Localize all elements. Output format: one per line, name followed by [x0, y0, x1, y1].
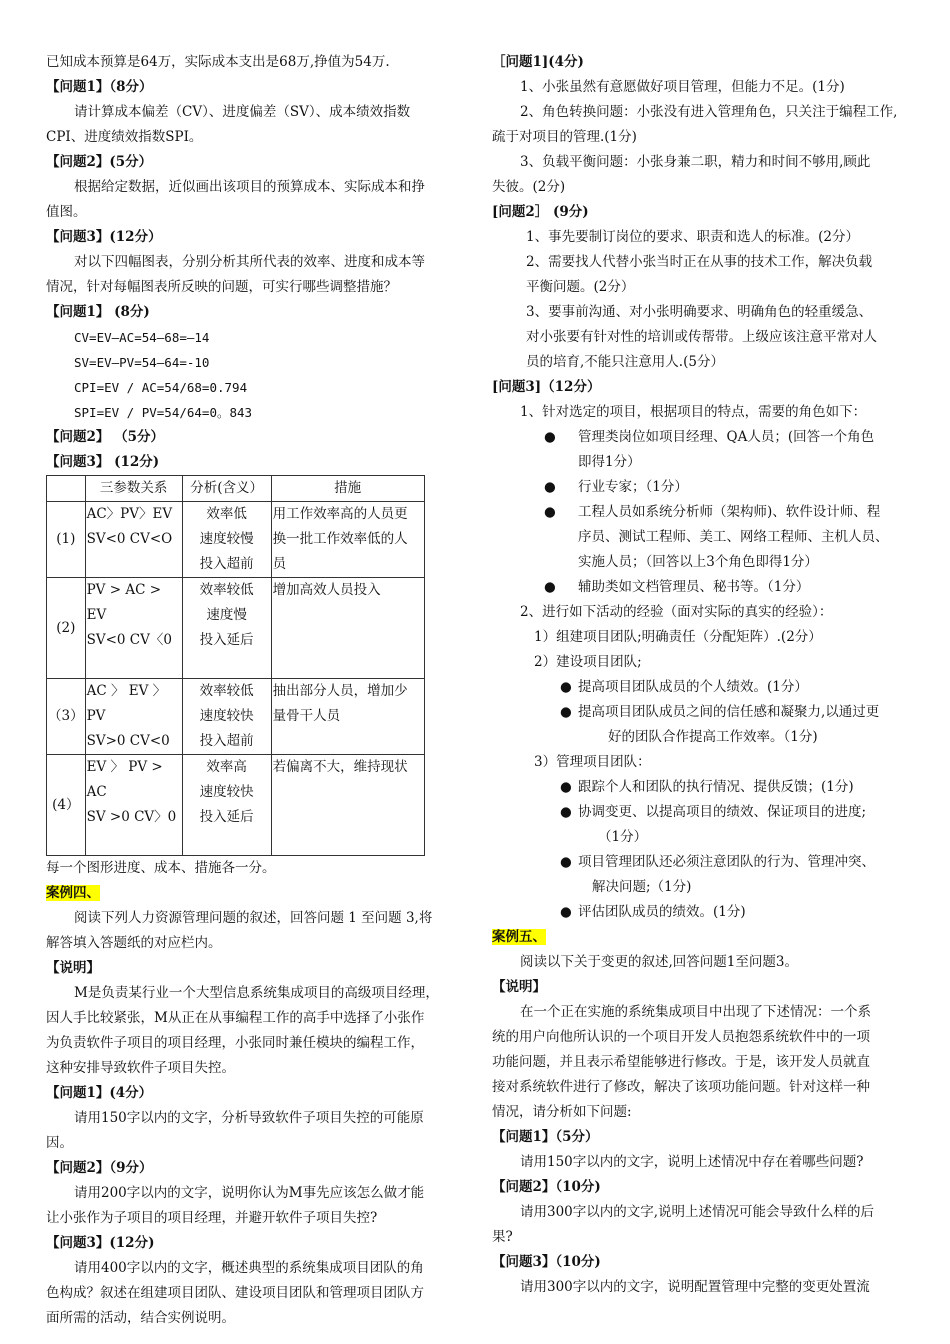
- activity-bullet-cont: 好的团队合作提高工作效率。（1分): [608, 729, 818, 745]
- answer-2-item: 1、事先要制订岗位的要求、职责和选人的标准。(2分）: [526, 229, 859, 245]
- case-4-question-3-text-cont: 色构成？叙述在组建项目团队、建设项目团队和管理项目团队方: [46, 1285, 424, 1301]
- answer-3-point: 2、进行如下活动的经验（面对实际的真实的经验）：: [520, 604, 833, 620]
- role-bullet-cont: 实施人员；（回答以上3个角色即得1分）: [578, 554, 818, 570]
- analysis-cell: 效率较低 速度较快 投入超前: [182, 679, 271, 755]
- case-4-question-3-title: 【问题3】(12分): [46, 1235, 155, 1251]
- answer-1-item: 1、小张虽然有意愿做好项目管理，但能力不足。(1分): [520, 79, 845, 95]
- right-column: [492, 50, 910, 1300]
- answer-1-title: ［问题1](4分): [492, 54, 584, 70]
- answer-3-point: 1、针对选定的项目，根据项目的特点，需要的角色如下：: [520, 404, 867, 420]
- description-text: 情况，请分析如下问题:: [492, 1104, 632, 1120]
- intro-text: 已知成本预算是64万，实际成本支出是68万,挣值为54万.: [46, 54, 390, 70]
- bullet-icon: ●: [560, 904, 572, 920]
- formula-cpi: CPI=EV / AC=54/68=0.794: [74, 380, 248, 395]
- answer-2-item: 2、需要找人代替小张当时正在从事的技术工作，解决负载: [526, 254, 873, 270]
- formula-sv: SV=EV—PV=54—64=-10: [74, 355, 210, 370]
- case-5-question-3-title: 【问题3】（10分): [492, 1254, 601, 1270]
- activity-step: 2）建设项目团队;: [534, 654, 642, 670]
- activity-bullet: ● 提高项目团队成员的个人绩效。(1分）: [492, 675, 910, 700]
- role-bullet-cont: 序员、测试工程师、美工、网络工程师、主机人员、: [578, 529, 889, 545]
- question-2-title: 【问题2】(5分）: [46, 154, 153, 170]
- description-text: 这种安排导致软件子项目失控。: [46, 1060, 235, 1076]
- answer-1-item-cont: 失彼。(2分): [492, 179, 566, 195]
- case-5-question-2-text: 请用300字以内的文字,说明上述情况可能会导致什么样的后: [520, 1204, 875, 1220]
- case-4-question-1-text: 请用150字以内的文字，分析导致软件子项目失控的可能原: [74, 1110, 424, 1126]
- question-2-text-cont: 值图。: [46, 204, 87, 220]
- activity-bullet: ● 评估团队成员的绩效。(1分): [492, 900, 910, 925]
- answer-1-item: 2、角色转换问题：小张没有进入管理角色，只关注于编程工作,: [520, 104, 898, 120]
- bullet-icon: ●: [560, 704, 572, 720]
- table-row: [47, 755, 425, 856]
- bullet-icon: ●: [544, 429, 556, 445]
- question-1-text-cont: CPI、进度绩效指数SPI。: [46, 129, 203, 145]
- answer-1-item: 3、负载平衡问题：小张身兼二职，精力和时间不够用,顾此: [520, 154, 871, 170]
- role-bullet: ● 工程人员如系统分析师（架构师)、软件设计师、程: [492, 500, 910, 525]
- case-5-title: 案例五、: [492, 929, 546, 945]
- answer-3-title: 【问题3】 (12分): [46, 454, 160, 470]
- measure-cell: 增加高效人员投入: [271, 578, 424, 679]
- bullet-icon: ●: [544, 479, 556, 495]
- case-5-question-2-title: 【问题2】（10分): [492, 1179, 601, 1195]
- table-note: 每一个图形进度、成本、措施各一分。: [46, 860, 276, 876]
- description-title: 【说明】: [46, 960, 100, 976]
- answer-2-title: [问题2］ (9分): [492, 204, 589, 220]
- table-header: 分析(含义）: [182, 476, 271, 502]
- question-2-text: 根据给定数据，近似画出该项目的预算成本、实际成本和挣: [74, 179, 425, 195]
- question-1-title: 【问题1】（8分）: [46, 79, 153, 95]
- description-text: 功能问题，并且表示希望能够进行修改。于是，该开发人员就直: [492, 1054, 870, 1070]
- activity-step: 1）组建项目团队;明确责任（分配矩阵）.(2分）: [534, 629, 822, 645]
- row-number: （3）: [47, 679, 86, 755]
- role-bullet: ● 管理类岗位如项目经理、QA人员；(回答一个角色: [492, 425, 910, 450]
- table-row: [47, 679, 425, 755]
- question-3-text-cont: 情况，针对每幅图表所反映的问题，可实行哪些调整措施？: [46, 279, 397, 295]
- case-5-question-1-text: 请用150字以内的文字，说明上述情况中存在着哪些问题?: [520, 1154, 864, 1170]
- case-5-question-2-text-cont: 果?: [492, 1229, 513, 1245]
- activity-bullet-cont: 解决问题;（1分): [592, 879, 692, 895]
- formula-spi: SPI=EV / PV=54/64=0。843: [74, 405, 253, 420]
- relation-cell: PV > AC > EV SV<0 CV〈0: [85, 578, 182, 679]
- relation-cell: EV 〉 PV > AC SV >0 CV〉0: [85, 755, 182, 856]
- bullet-icon: ●: [560, 679, 572, 695]
- analysis-cell: 效率较低 速度慢 投入延后: [182, 578, 271, 679]
- description-text: 接对系统软件进行了修改，解决了该项功能问题。针对这样一种: [492, 1079, 870, 1095]
- relation-cell: AC〉PV〉EV SV<0 CV<O: [85, 502, 182, 578]
- answer-2-item-cont: 对小张要有针对性的培训或传帮带。上级应该注意平常对人: [526, 329, 877, 345]
- case-4-question-2-text-cont: 让小张作为子项目的项目经理，并避开软件子项目失控?: [46, 1210, 378, 1226]
- case-4-question-3-text: 请用400字以内的文字，概述典型的系统集成项目团队的角: [74, 1260, 424, 1276]
- case-4-question-1-title: 【问题1】(4分）: [46, 1085, 153, 1101]
- activity-step: 3）管理项目团队：: [534, 754, 651, 770]
- activity-bullet-cont: （1分）: [598, 829, 648, 845]
- bullet-icon: ●: [560, 854, 572, 870]
- activity-bullet: ● 项目管理团队还必须注意团队的行为、管理冲突、: [492, 850, 910, 875]
- measure-cell: 抽出部分人员，增加少 量骨干人员: [271, 679, 424, 755]
- case-4-question-2-text: 请用200字以内的文字，说明你认为M事先应该怎么做才能: [74, 1185, 425, 1201]
- case-4-instruction-cont: 解答填入答题纸的对应栏内。: [46, 935, 222, 951]
- row-number: (4）: [47, 755, 86, 856]
- activity-bullet: ● 协调变更、以提高项目的绩效、保证项目的进度;: [492, 800, 910, 825]
- bullet-icon: ●: [560, 804, 572, 820]
- answer-1-item-cont: 疏于对项目的管理.(1分): [492, 129, 637, 145]
- table-row: [47, 502, 425, 578]
- case-4-question-1-text-cont: 因。: [46, 1135, 73, 1151]
- case-4-instruction: 阅读下列人力资源管理问题的叙述，回答问题 1 至问题 3,将: [74, 910, 433, 926]
- left-column: [46, 50, 464, 1331]
- relation-cell: AC 〉 EV 〉 PV SV>0 CV<0: [85, 679, 182, 755]
- table-header: 三参数关系: [85, 476, 182, 502]
- question-1-text: 请计算成本偏差（CV）、进度偏差（SV）、成本绩效指数: [74, 104, 411, 120]
- row-number: (1): [47, 502, 86, 578]
- description-text: 为负责软件子项目的项目经理，小张同时兼任模块的编程工作，: [46, 1035, 424, 1051]
- table-row: [47, 578, 425, 679]
- case-4-question-2-title: 【问题2】（9分）: [46, 1160, 153, 1176]
- case-4-question-3-text-cont: 面所需的活动，结合实例说明。: [46, 1310, 235, 1326]
- answer-3-title: [问题3]（12分）: [492, 379, 601, 395]
- bullet-icon: ●: [560, 779, 572, 795]
- description-text: 因人手比较紧张，M从正在从事编程工作的高手中选择了小张作: [46, 1010, 425, 1026]
- description-text: M是负责某行业一个大型信息系统集成项目的高级项目经理，: [74, 985, 439, 1001]
- answer-1-title: 【问题1】 (8分): [46, 304, 150, 320]
- description-text: 统的用户向他所认识的一个项目开发人员抱怨系统软件中的一项: [492, 1029, 870, 1045]
- answer-2-item: 3、要事前沟通、对小张明确要求、明确角色的轻重缓急、: [526, 304, 873, 320]
- answer-2-item-cont: 员的培育,不能只注意用人.(5分）: [526, 354, 724, 370]
- description-title: 【说明】: [492, 979, 546, 995]
- case-5-instruction: 阅读以下关于变更的叙述,回答问题1至问题3。: [520, 954, 798, 970]
- description-text: 在一个正在实施的系统集成项目中出现了下述情况：一个系: [520, 1004, 871, 1020]
- question-3-text: 对以下四幅图表，分别分析其所代表的效率、进度和成本等: [74, 254, 425, 270]
- role-bullet: ● 辅助类如文档管理员、秘书等。（1分）: [492, 575, 910, 600]
- case-5-question-3-text: 请用300字以内的文字，说明配置管理中完整的变更处置流: [520, 1279, 870, 1295]
- formula-cv: CV=EV—AC=54—68=—14: [74, 330, 210, 345]
- case-4-title: 案例四、: [46, 885, 100, 901]
- table-header: 措施: [271, 476, 424, 502]
- analysis-cell: 效率高 速度较快 投入延后: [182, 755, 271, 856]
- row-number: (2): [47, 578, 86, 679]
- role-bullet-cont: 即得1分）: [578, 454, 641, 470]
- measure-cell: 用工作效率高的人员更 换一批工作效率低的人 员: [271, 502, 424, 578]
- bullet-icon: ●: [544, 504, 556, 520]
- answer-2-item-cont: 平衡问题。(2分）: [526, 279, 635, 295]
- analysis-cell: 效率低 速度较慢 投入超前: [182, 502, 271, 578]
- bullet-icon: ●: [544, 579, 556, 595]
- case-5-question-1-title: 【问题1】（5分）: [492, 1129, 599, 1145]
- activity-bullet: ● 提高项目团队成员之间的信任感和凝聚力,以通过更: [492, 700, 910, 725]
- analysis-table: [46, 475, 425, 856]
- measure-cell: 若偏离不大，维持现状: [271, 755, 424, 856]
- table-header-row: [47, 476, 425, 502]
- role-bullet: ● 行业专家；（1分）: [492, 475, 910, 500]
- question-3-title: 【问题3】(12分）: [46, 229, 162, 245]
- answer-2-title: 【问题2】 （5分）: [46, 429, 164, 445]
- activity-bullet: ● 跟踪个人和团队的执行情况、提供反馈；(1分): [492, 775, 910, 800]
